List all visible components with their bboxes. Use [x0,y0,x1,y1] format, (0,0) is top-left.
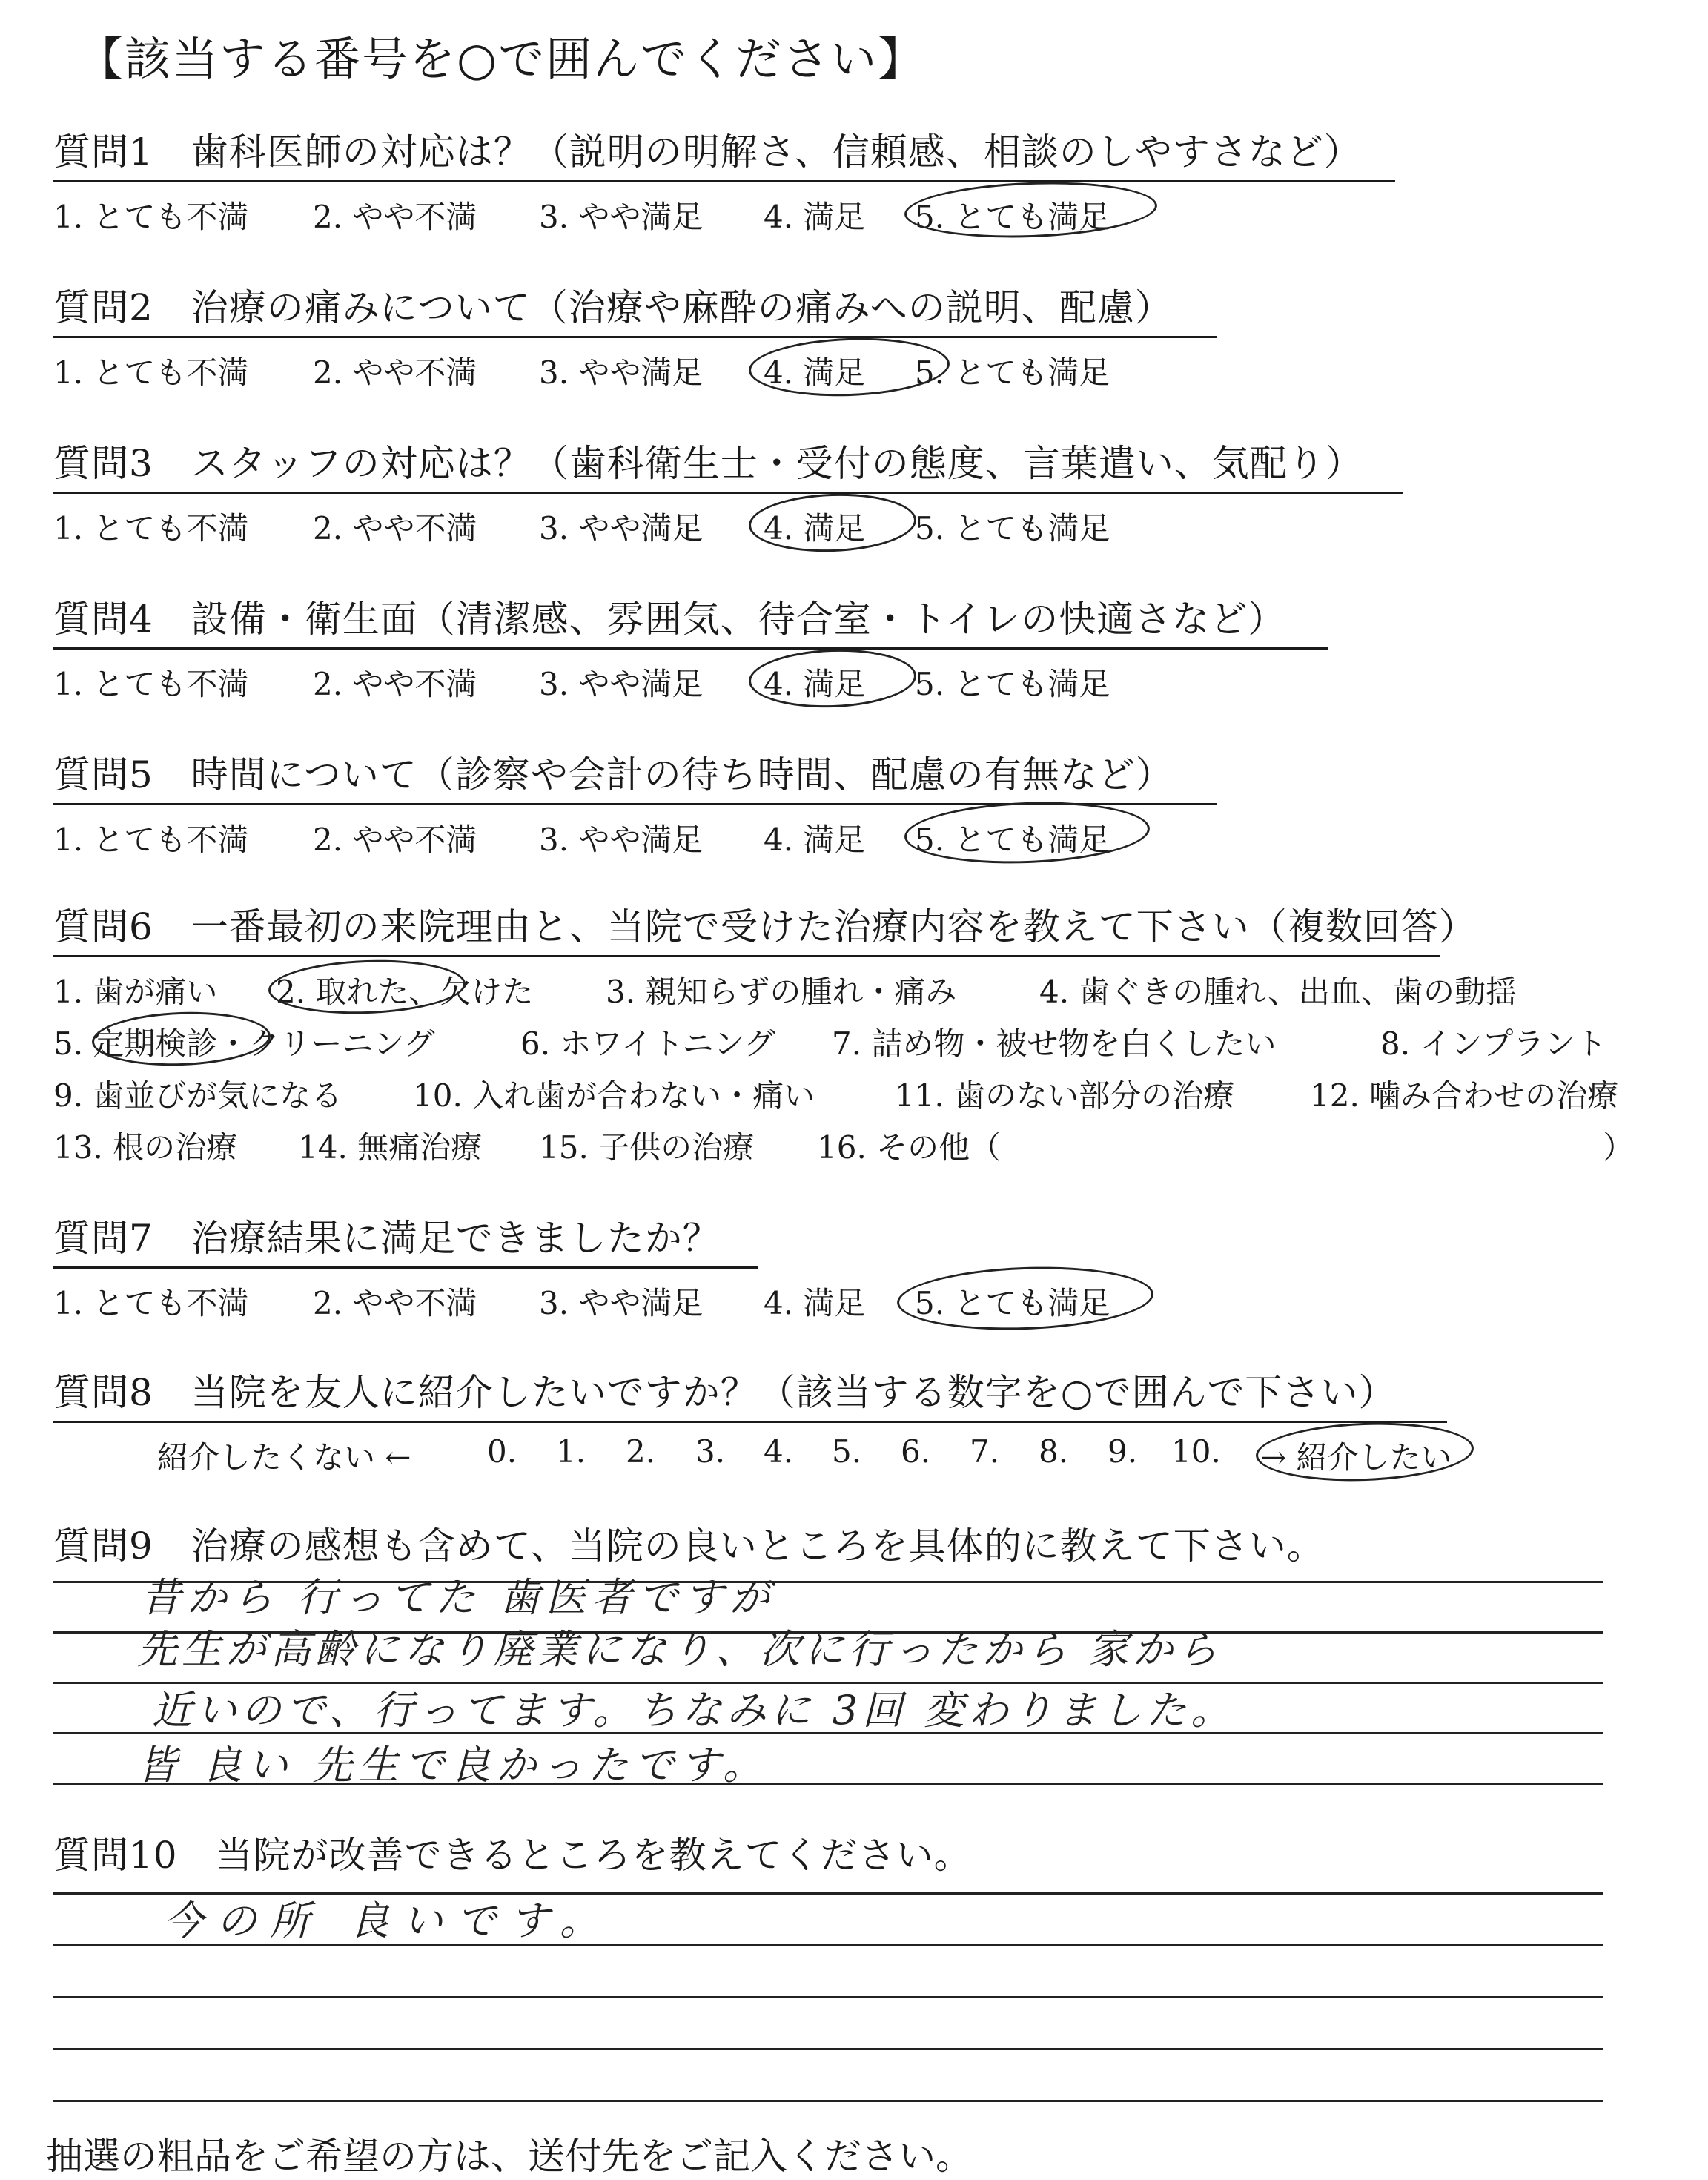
option-3[interactable]: 3. やや満足 [539,510,704,546]
scale-left-label: 紹介したくない ← [157,1439,411,1476]
option-4[interactable]: 4. 満足 [764,822,866,858]
scale-8[interactable]: 8. [1039,1433,1069,1470]
question-4-heading: 質問4 設備・衛生面（清潔感、雰囲気、待合室・トイレの快適さなど） [53,589,1328,650]
question-6 [53,897,1635,1175]
page-title: 【該当する番号を○で囲んでください】 [77,32,926,86]
option-7[interactable]: 7. 詰め物・被せ物を白くしたい [832,1025,1277,1062]
scale-2[interactable]: 2. [626,1433,656,1470]
other-close-paren: ） [1603,1129,1635,1166]
question-2-options [53,349,1217,400]
answer-line [53,1996,1603,1998]
question-7 [53,1209,1110,1331]
handwritten-answer-line-4: 皆 良い 先生で良かったです。 [137,1742,769,1788]
question-10 [53,1826,972,1879]
question-7-options [53,1279,1110,1331]
question-1-options [53,193,1395,245]
handwritten-answer-line-1: 昔から 行ってた 歯医者ですが [141,1574,776,1621]
handwritten-answer-line-2: 先生が高齢になり廃業になり、次に行ったから 家から [137,1626,1222,1673]
option-1[interactable]: 1. 歯が痛い [53,974,218,1010]
question-6-row-2 [53,1020,1607,1071]
answer-line [53,2100,1603,2102]
option-2[interactable]: 2. やや不満 [313,199,477,235]
option-14[interactable]: 14. 無痛治療 [298,1129,483,1166]
question-9-heading: 質問9 治療の感想も含めて、当院の良いところを具体的に教えて下さい。 [53,1525,1325,1568]
option-3[interactable]: 3. やや満足 [539,354,704,391]
option-3[interactable]: 3. 親知らずの腫れ・痛み [606,974,957,1010]
question-3 [53,434,1403,556]
scale-3[interactable]: 3. [695,1433,726,1470]
scale-4[interactable]: 4. [764,1433,794,1470]
option-1[interactable]: 1. とても不満 [53,666,249,702]
footer-note: 抽選の粗品をご希望の方は、送付先をご記入ください。 [46,2135,973,2178]
scale-10[interactable]: 10. [1171,1433,1221,1470]
question-1-heading: 質問1 歯科医師の対応は？（説明の明解さ、信頼感、相談のしやすさなど） [53,122,1395,182]
option-5[interactable]: 5. とても満足 [915,822,1110,858]
option-16[interactable]: 16. その他（ [817,1129,1002,1166]
option-2[interactable]: 2. やや不満 [313,822,477,858]
question-2 [53,278,1217,400]
option-5[interactable]: 5. とても満足 [915,354,1110,391]
option-6[interactable]: 6. ホワイトニング [520,1025,775,1062]
option-1[interactable]: 1. とても不満 [53,510,249,546]
answer-circle [896,1263,1155,1334]
option-4[interactable]: 4. 満足 [764,510,866,546]
handwritten-answer: 今の所 良いです。 [163,1897,613,1944]
scale-1[interactable]: 1. [556,1433,586,1470]
option-5[interactable]: 5. とても満足 [915,510,1110,546]
scale-right-label[interactable]: → 紹介したい [1260,1439,1452,1476]
question-6-row-3 [53,1071,1619,1123]
option-3[interactable]: 3. やや満足 [539,822,704,858]
question-10-heading: 質問10 当院が改善できるところを教えてください。 [53,1834,972,1877]
option-4[interactable]: 4. 満足 [764,666,866,702]
question-2-heading: 質問2 治療の痛みについて（治療や麻酔の痛みへの説明、配慮） [53,278,1217,338]
question-3-heading: 質問3 スタッフの対応は？（歯科衛生士・受付の態度、言葉遣い、気配り） [53,434,1403,494]
question-5-heading: 質問5 時間について（診察や会計の待ち時間、配慮の有無など） [53,745,1217,805]
option-3[interactable]: 3. やや満足 [539,666,704,702]
answer-line [53,2048,1603,2050]
option-1[interactable]: 1. とても不満 [53,822,249,858]
option-2[interactable]: 2. 取れた、欠けた [276,974,534,1010]
question-9 [53,1516,1325,1570]
question-5 [53,745,1217,868]
question-7-heading: 質問7 治療結果に満足できましたか？ [53,1209,758,1269]
question-8 [53,1363,1452,1485]
question-6-heading: 質問6 一番最初の来院理由と、当院で受けた治療内容を教えて下さい（複数回答） [53,897,1440,957]
scale-6[interactable]: 6. [901,1433,931,1470]
option-15[interactable]: 15. 子供の治療 [539,1129,755,1166]
scale-0[interactable]: 0. [487,1433,517,1470]
option-13[interactable]: 13. 根の治療 [53,1129,238,1166]
question-8-heading: 質問8 当院を友人に紹介したいですか？（該当する数字を○で囲んで下さい） [53,1363,1447,1423]
option-12[interactable]: 12. 噛み合わせの治療 [1310,1077,1619,1114]
option-2[interactable]: 2. やや不満 [313,354,477,391]
option-1[interactable]: 1. とても不満 [53,354,249,391]
option-4[interactable]: 4. 満足 [764,199,866,235]
option-4[interactable]: 4. 満足 [764,354,866,391]
option-8[interactable]: 8. インプラント [1380,1025,1607,1062]
question-4-options [53,660,1328,712]
question-6-row-4 [53,1123,1635,1175]
option-2[interactable]: 2. やや不満 [313,1285,477,1321]
option-4[interactable]: 4. 満足 [764,1285,866,1321]
option-3[interactable]: 3. やや満足 [539,199,704,235]
option-1[interactable]: 1. とても不満 [53,199,249,235]
answer-circle [904,178,1158,242]
option-11[interactable]: 11. 歯のない部分の治療 [895,1077,1235,1114]
question-4 [53,589,1328,712]
option-5[interactable]: 5. とても満足 [915,199,1110,235]
question-8-scale [53,1433,1452,1485]
answer-circle [904,798,1151,868]
option-9[interactable]: 9. 歯並びが気になる [53,1077,342,1114]
answer-circle [748,647,918,710]
scale-7[interactable]: 7. [970,1433,1000,1470]
option-5[interactable]: 5. とても満足 [915,666,1110,702]
scale-9[interactable]: 9. [1108,1433,1138,1470]
option-10[interactable]: 10. 入れ歯が合わない・痛い [413,1077,815,1114]
question-1 [53,122,1395,245]
handwritten-answer-line-3: 近いので、行ってます。ちなみに 3回 変わりました。 [152,1687,1236,1734]
option-4[interactable]: 4. 歯ぐきの腫れ、出血、歯の動揺 [1039,974,1517,1010]
option-5[interactable]: 5. 定期検診・クリーニング [53,1025,435,1062]
option-2[interactable]: 2. やや不満 [313,510,477,546]
option-2[interactable]: 2. やや不満 [313,666,477,702]
answer-circle [748,491,918,555]
question-6-row-1 [53,968,1517,1020]
option-1[interactable]: 1. とても不満 [53,1285,249,1321]
question-3-options [53,504,1403,556]
option-3[interactable]: 3. やや満足 [539,1285,704,1321]
option-5[interactable]: 5. とても満足 [915,1285,1110,1321]
scale-5[interactable]: 5. [832,1433,862,1470]
question-5-options [53,816,1217,868]
